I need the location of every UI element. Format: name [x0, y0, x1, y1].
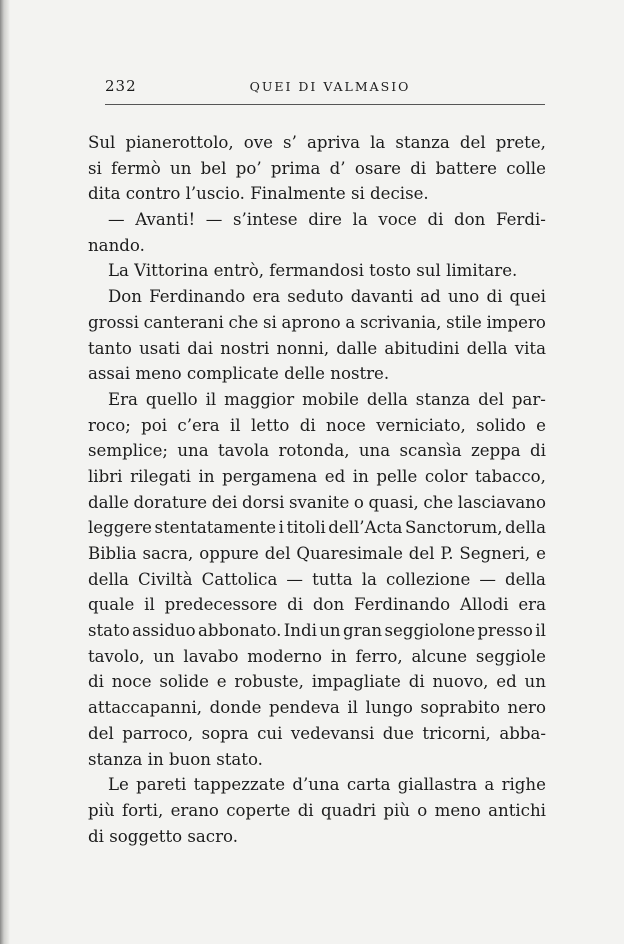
word: della [466, 338, 508, 358]
word: Era [108, 389, 138, 409]
word: d’una [292, 775, 340, 795]
word: quei [509, 287, 546, 307]
word: Allodi [459, 595, 509, 615]
word: si [263, 312, 277, 332]
word: e [536, 415, 546, 435]
word: parroco, [122, 723, 194, 743]
word: di [287, 595, 304, 615]
word: stanza [415, 389, 471, 409]
word: un [153, 646, 175, 666]
word: — [205, 210, 223, 230]
page-number: 232 [105, 77, 137, 95]
word: vedevansi [290, 723, 375, 743]
word: rotonda, [278, 441, 350, 461]
word: fermò [111, 158, 161, 178]
word: tricorni, [422, 723, 491, 743]
word: che [228, 312, 259, 332]
word: sacra, [142, 544, 194, 563]
word: rilegati [130, 466, 191, 486]
text-line [88, 695, 546, 721]
word: e [216, 672, 227, 692]
text-line [88, 541, 546, 567]
word: abba- [499, 723, 546, 743]
word: poi [141, 415, 168, 435]
word: Ferdinando [354, 595, 451, 615]
word: leggere [88, 518, 152, 538]
word: il [535, 621, 546, 641]
word: semplice; [88, 441, 169, 461]
text-line [88, 721, 546, 747]
word: di [410, 158, 427, 178]
text-line [88, 515, 546, 541]
word: scansìa [399, 441, 462, 461]
word: tabacco, [474, 466, 546, 486]
word: tutta [312, 569, 353, 589]
word: del [478, 389, 504, 409]
word: di [427, 210, 444, 230]
word: d’ [329, 158, 346, 178]
word: tavola [217, 441, 270, 461]
word: più [88, 800, 115, 820]
word: bel [200, 158, 227, 178]
text-line [88, 284, 546, 310]
word: usati [139, 338, 181, 358]
word: dei [211, 492, 238, 512]
word: del [264, 544, 291, 563]
text-line [88, 772, 546, 798]
word: c’era [177, 415, 220, 435]
word: quale [88, 595, 135, 615]
text-line [88, 618, 546, 644]
word: voce [378, 210, 417, 230]
word: si [88, 158, 102, 178]
text-line: La Vittorina entrò, fermandosi tosto sul limitare. [108, 261, 518, 281]
text-line [88, 669, 546, 695]
word: lasciavano [457, 492, 546, 512]
word: a [345, 312, 356, 332]
page-header [105, 70, 545, 105]
word: il [229, 415, 241, 435]
word: canterani [143, 312, 224, 332]
word: Indi [283, 621, 317, 641]
word: soprabito [420, 698, 500, 718]
word: tavolo, [88, 646, 145, 666]
word: titoli [286, 518, 326, 538]
word: dire [308, 210, 342, 230]
word: stanza [395, 133, 450, 152]
text-line [88, 567, 546, 593]
word: dai [187, 338, 214, 358]
word: un [524, 672, 546, 692]
word: Civiltà [138, 569, 193, 589]
word: Biblia [88, 544, 137, 563]
word: scrivania, [359, 312, 442, 332]
word: stato [88, 621, 130, 641]
text-line [88, 644, 546, 670]
word: dalle [336, 338, 378, 358]
word: il [144, 595, 155, 615]
word: ed [496, 672, 517, 692]
word: della [504, 569, 546, 589]
word: impagliate [311, 672, 401, 692]
word: antichi [488, 800, 546, 820]
word: del [408, 544, 435, 563]
word: pelle [376, 466, 418, 486]
word: ad [420, 287, 441, 307]
word: di [88, 672, 104, 692]
word: maggior [224, 389, 295, 409]
word: — [108, 210, 125, 230]
word: ferro, [355, 646, 403, 666]
word: donde [209, 698, 262, 718]
text-line [88, 413, 546, 439]
word: s’intese [232, 210, 298, 230]
word: una [358, 441, 391, 461]
word: coperte [226, 800, 291, 820]
word: noce [111, 672, 152, 692]
word: o [353, 492, 364, 512]
word: vita [514, 338, 546, 358]
word: P. [440, 544, 454, 563]
word: pareti [136, 775, 187, 795]
word: solido [476, 415, 526, 435]
word: Le [108, 775, 129, 795]
text-line [88, 490, 546, 516]
word: di [297, 800, 314, 820]
word: cui [257, 723, 283, 743]
word: noce [326, 415, 366, 435]
word: nonni, [276, 338, 330, 358]
word: aprono [281, 312, 341, 332]
word: era [252, 287, 281, 307]
word: lavabo [183, 646, 239, 666]
word: prima [270, 158, 321, 178]
word: erano [170, 800, 219, 820]
word: zeppa [470, 441, 521, 461]
word: don [454, 210, 486, 230]
text-line [88, 464, 546, 490]
word: della [88, 569, 129, 589]
word: un [319, 621, 341, 641]
word: seggiolone [384, 621, 476, 641]
word: alcune [411, 646, 468, 666]
word: in [198, 466, 215, 486]
word: ove [243, 133, 273, 152]
word: Don [108, 287, 142, 307]
word: s’ [283, 133, 297, 152]
word: forti, [121, 800, 164, 820]
word: Avanti! [135, 210, 196, 230]
text-line [88, 336, 546, 362]
text-line [88, 592, 546, 618]
running-title: QUEI DI VALMASIO [249, 79, 411, 94]
word: Ferdinando [149, 287, 246, 307]
word: lungo [365, 698, 413, 718]
word: nero [507, 698, 546, 718]
word: abbonato. [198, 621, 282, 641]
word: era [518, 595, 546, 615]
word: di [530, 441, 546, 461]
word: — [286, 569, 304, 589]
text-line [88, 130, 546, 156]
word: moderno [247, 646, 323, 666]
word: un [170, 158, 192, 178]
word: robuste, [234, 672, 304, 692]
word: po’ [235, 158, 262, 178]
word: che [423, 492, 454, 512]
word: pendeva [268, 698, 340, 718]
text-line [88, 438, 546, 464]
word: meno [434, 800, 481, 820]
word: e [536, 544, 546, 563]
word: nuovo, [432, 672, 489, 692]
word: gran [342, 621, 383, 641]
word: par- [511, 389, 546, 409]
word: libri [88, 466, 123, 486]
word: letto [250, 415, 290, 435]
text-line [88, 798, 546, 824]
text-line: assai meno complicate delle nostre. [88, 364, 390, 384]
word: Segneri, [459, 544, 531, 563]
text-line [88, 207, 546, 233]
word: due [382, 723, 414, 743]
word: di [299, 415, 316, 435]
word: collezione [386, 569, 471, 589]
page-binding-edge [0, 0, 10, 944]
word: di [408, 672, 425, 692]
text-line: stanza in buon stato. [88, 749, 263, 769]
word: il [205, 389, 217, 409]
word: la [352, 210, 368, 230]
word: don [312, 595, 345, 615]
word: Cattolica [201, 569, 278, 589]
word: righe [501, 775, 546, 795]
word: color [424, 466, 468, 486]
word: seggiole [475, 646, 546, 666]
word: apriva [306, 133, 360, 152]
word: seduto [287, 287, 344, 307]
word: pianerottolo, [125, 133, 234, 152]
word: quasi, [368, 492, 419, 512]
word: dell’Acta [328, 518, 403, 538]
word: stile [446, 312, 482, 332]
word: o [417, 800, 428, 820]
word: nostri [220, 338, 270, 358]
word: più [383, 800, 410, 820]
word: i [278, 518, 284, 538]
word: presso [477, 621, 533, 641]
word: tappezzate [193, 775, 286, 795]
text-line: di soggetto sacro. [88, 826, 238, 846]
word: osare [354, 158, 401, 178]
word: del [459, 133, 486, 152]
word: carta [346, 775, 391, 795]
word: in [330, 646, 347, 666]
word: dorature [133, 492, 208, 512]
word: solide [159, 672, 209, 692]
word: predecessore [164, 595, 278, 615]
word: il [347, 698, 358, 718]
word: — [479, 569, 496, 589]
word: uno [447, 287, 480, 307]
word: in [352, 466, 369, 486]
word: pergamena [222, 466, 318, 486]
body-text [88, 130, 546, 849]
word: grossi [88, 312, 139, 332]
word: a [484, 775, 495, 795]
word: la [361, 569, 377, 589]
word: assiduo [132, 621, 196, 641]
word: abitudini [384, 338, 460, 358]
word: ed [324, 466, 346, 486]
word: Quaresimale [296, 544, 403, 563]
word: giallastra [397, 775, 478, 795]
word: roco; [88, 415, 131, 435]
word: battere [435, 158, 497, 178]
text-line: dita contro l’uscio. Finalmente si decise. [88, 184, 429, 204]
word: davanti [350, 287, 414, 307]
word: impero [486, 312, 546, 332]
word: Ferdi- [495, 210, 546, 230]
word: dorsi [242, 492, 285, 512]
word: di [486, 287, 503, 307]
word: la [370, 133, 386, 152]
word: quello [145, 389, 198, 409]
word: quadri [320, 800, 377, 820]
word: mobile [302, 389, 359, 409]
word: colle [506, 158, 546, 178]
text-line [88, 387, 546, 413]
word: Sanctorum, [404, 518, 503, 538]
word: Sul [88, 133, 116, 152]
word: tanto [88, 338, 132, 358]
text-line [88, 156, 546, 182]
word: oppure [199, 544, 259, 563]
word: della [505, 518, 546, 538]
word: stentatamente [154, 518, 277, 538]
text-line: nando. [88, 235, 145, 255]
word: sopra [201, 723, 249, 743]
word: dalle [88, 492, 129, 512]
word: del [88, 723, 114, 743]
word: della [366, 389, 408, 409]
text-line [88, 310, 546, 336]
word: svanite [289, 492, 350, 512]
word: verniciato, [376, 415, 466, 435]
word: attaccapanni, [88, 698, 203, 718]
word: una [177, 441, 209, 461]
word: prete, [495, 133, 546, 152]
